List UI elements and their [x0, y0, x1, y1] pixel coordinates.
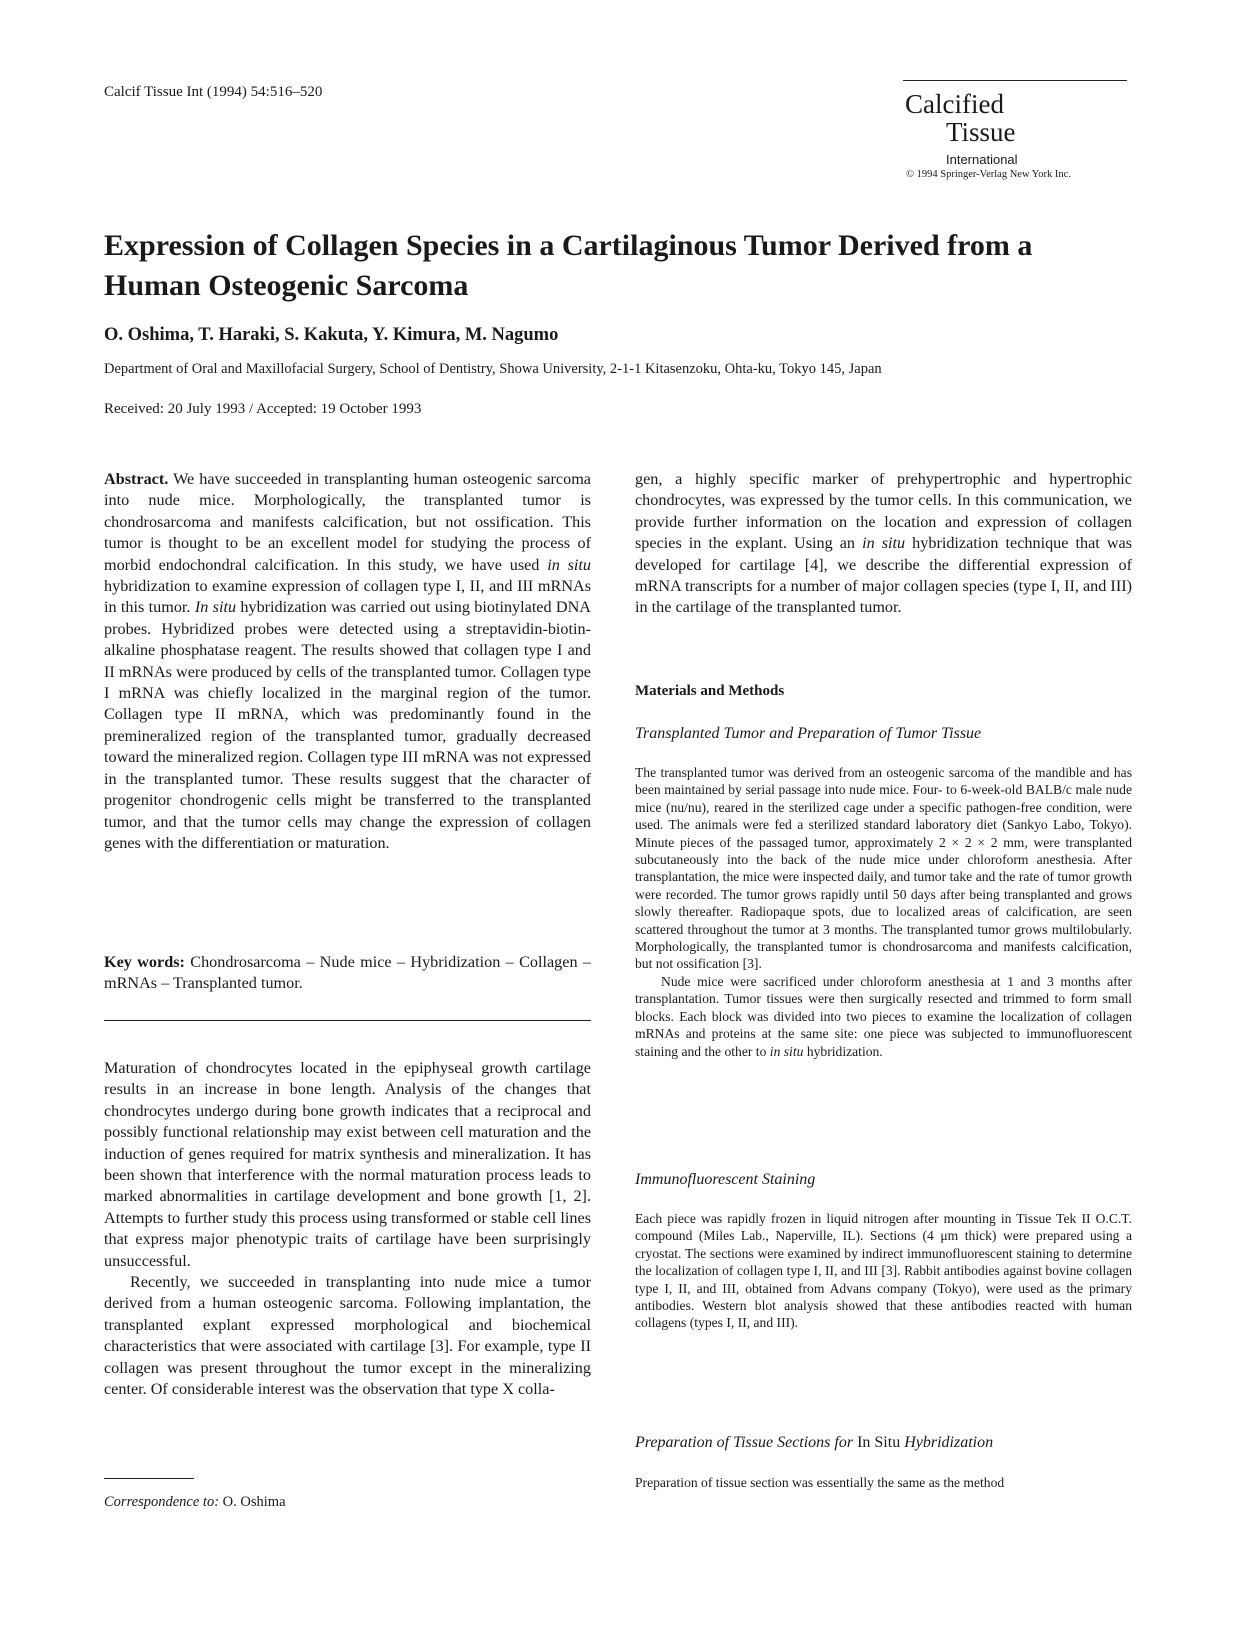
- abstract-text-3: hybridization was carried out using biotinylated DNA probes. Hybridized probes were detected using a streptavidin-biotin-alkaline phosphatase reagent. The results showed that collagen type I and II mRNAs were produced by cells of the transplanted tumor. Collagen type I mRNA was chiefly localized in the marginal region of the tumor. Collagen type II mRNA, which was predominantly found in the premineralized region of the transplanted tumor, gradually decreased toward the mineralized region. Collagen type III mRNA was not expressed in the transplanted tumor. These results suggest that the character of progenitor chondrogenic cells might be transferred to the transplanted tumor, and that the tumor cells may change the expression of collagen genes with the differentiation or maturation.: [104, 598, 591, 852]
- immunofluorescent-paragraph-1: Each piece was rapidly frozen in liquid nitrogen after mounting in Tissue Tek II O.C.T. compound (Miles Lab., Naperville, IL). Sections (4 μm thick) were prepared using a cryostat. The sections were examined by indirect immunofluorescent staining to determine the localization of collagen type I, II, and III [3]. Rabbit antibodies against bovine collagen type I, II, and III, obtained from Advans company (Tokyo), were used as the primary antibodies. Western blot analysis showed that these antibodies reacted with human collagens (types I, II, and III).: [635, 1211, 1132, 1331]
- abstract-label: Abstract.: [104, 470, 169, 488]
- journal-citation: Calcif Tissue Int (1994) 54:516–520: [104, 84, 323, 100]
- subsection-heading-transplanted: Transplanted Tumor and Preparation of Tumor Tissue: [635, 725, 982, 742]
- immunofluorescent-text: [635, 1210, 1132, 1332]
- transplanted-paragraph-2b: hybridization.: [806, 1043, 883, 1059]
- transplanted-paragraph-2-italic: in situ: [769, 1043, 804, 1059]
- keywords-text: Chondrosarcoma – Nude mice – Hybridization – Collagen – mRNAs – Transplanted tumor.: [104, 953, 592, 993]
- intro-paragraph-3a: gen, a highly specific marker of prehypertrophic and hypertrophic chondrocytes, was expressed by the tumor cells. In this communication, we provide further information on the location and expression of collagen species in the explant. Using an: [635, 470, 1132, 553]
- abstract-text-2: hybridization to examine expression of collagen type I, II, and III mRNAs in this tumor.: [104, 577, 591, 617]
- abstract-italic-2: In situ: [194, 598, 237, 617]
- subsection-heading-immunofluorescent: Immunofluorescent Staining: [635, 1171, 816, 1188]
- transplanted-paragraph-2a: Nude mice were sacrificed under chloroform anesthesia at 1 and 3 months after transplantation. Tumor tissues were then surgically resected and trimmed to form small blocks. Each block was divided into two pieces to examine the localization of collagen mRNAs and proteins at the same site: one piece was subjected to immunofluorescent staining and the other to: [635, 973, 1132, 1059]
- abstract: [104, 469, 591, 854]
- abstract-text-1: We have succeeded in transplanting human osteogenic sarcoma into nude mice. Morphologically, the transplanted tumor is chondrosarcoma and manifests calcification, but not ossification. This tumor is thought to be an excellent model for studying the process of morbid endochondral calcification. In this study, we have used: [104, 470, 591, 574]
- journal-logo: [903, 90, 1127, 146]
- preparation-heading-a: Preparation of Tissue Sections for: [635, 1434, 854, 1451]
- correspondence-footnote: [104, 1494, 286, 1511]
- intro-paragraph-1: Maturation of chondrocytes located in the epiphyseal growth cartilage results in an increase in bone length. Analysis of the changes that chondrocytes undergo during bone growth indicates that a reciprocal and possibly functional relationship may exist between cell maturation and the induction of genes required for matrix synthesis and mineralization. It has been shown that interference with the normal maturation process leads to marked abnormalities in cartilage development and bone growth [1, 2]. Attempts to further study this process using transformed or stable cell lines that express major phenotypic traits of cartilage have been surprisingly unsuccessful.: [104, 1059, 591, 1270]
- keywords: [104, 952, 591, 995]
- section-heading-methods: Materials and Methods: [635, 683, 785, 699]
- journal-logo-line3: International: [946, 152, 1018, 167]
- journal-logo-line2: Tissue: [946, 117, 1016, 147]
- received-accepted-dates: Received: 20 July 1993 / Accepted: 19 October 1993: [104, 401, 422, 417]
- subsection-heading-preparation: [635, 1434, 1132, 1452]
- preparation-heading-c: Hybridization: [904, 1434, 994, 1451]
- journal-logo-rule: [903, 80, 1127, 81]
- correspondence-name: O. Oshima: [222, 1494, 286, 1510]
- affiliation: Department of Oral and Maxillofacial Surgery, School of Dentistry, Showa University, 2-1-1 Kitasenzoku, Ohta-ku, Tokyo 145, Japan: [104, 361, 882, 377]
- transplanted-paragraph-1: The transplanted tumor was derived from an osteogenic sarcoma of the mandible and has been maintained by serial passage into nude mice. Four- to 6-week-old BALB/c male nude mice (nu/nu), reared in the sterilized cage under a specific pathogen-free condition, were used. The animals were fed a sterilized standard laboratory diet (Sankyo Labo, Tokyo). Minute pieces of the passaged tumor, approximately 2 × 2 × 2 mm, were transplanted subcutaneously into the back of the nude mice under chloroform anesthesia. After transplantation, the mice were inspected daily, and tumor take and the rate of tumor growth were recorded. The tumor grows rapidly until 50 days after being transplanted and grows slowly thereafter. Radiopaque spots, due to localized areas of calcification, are seen scattered throughout the tumor at 3 months. The transplanted tumor grows multilobularly. Morphologically, the transplanted tumor is chondrosarcoma and manifests calcification, but not ossification [3].: [635, 765, 1132, 972]
- preparation-paragraph-1: Preparation of tissue section was essentially the same as the method: [635, 1475, 1005, 1490]
- intro-paragraph-3b: hybridization technique that was developed for cartilage [4], we describe the differential expression of mRNA transcripts for a number of major collagen species (type I, II, and III) in the cartilage of the transplanted tumor.: [635, 534, 1133, 617]
- preparation-text: [635, 1474, 1132, 1491]
- intro-paragraph-3-italic: in situ: [862, 534, 906, 553]
- transplanted-paragraph-2: [635, 973, 1132, 1060]
- introduction-left: [104, 1058, 591, 1401]
- copyright-notice: © 1994 Springer-Verlag New York Inc.: [906, 169, 1071, 180]
- preparation-heading-b: In Situ: [857, 1434, 901, 1451]
- keywords-label: Key words:: [104, 953, 185, 971]
- abstract-separator: [104, 1020, 591, 1021]
- introduction-right: [635, 469, 1132, 619]
- transplanted-tumor-text: [635, 764, 1132, 1060]
- article-title: Expression of Collagen Species in a Cartilaginous Tumor Derived from a Human Osteogenic Sarcoma: [104, 229, 1033, 302]
- journal-logo-line1: Calcified: [905, 89, 1004, 119]
- correspondence-label: Correspondence to:: [104, 1494, 220, 1510]
- intro-paragraph-2: Recently, we succeeded in transplanting into nude mice a tumor derived from a human osteogenic sarcoma. Following implantation, the transplanted explant expressed morphological and biochemical characteristics that were associated with cartilage [3]. For example, type II collagen was present throughout the tumor except in the mineralizing center. Of considerable interest was the observation that type X colla-: [104, 1273, 591, 1399]
- abstract-italic-1: in situ: [547, 555, 592, 574]
- footnote-rule: [104, 1478, 194, 1479]
- author-list: O. Oshima, T. Haraki, S. Kakuta, Y. Kimura, M. Nagumo: [104, 325, 559, 345]
